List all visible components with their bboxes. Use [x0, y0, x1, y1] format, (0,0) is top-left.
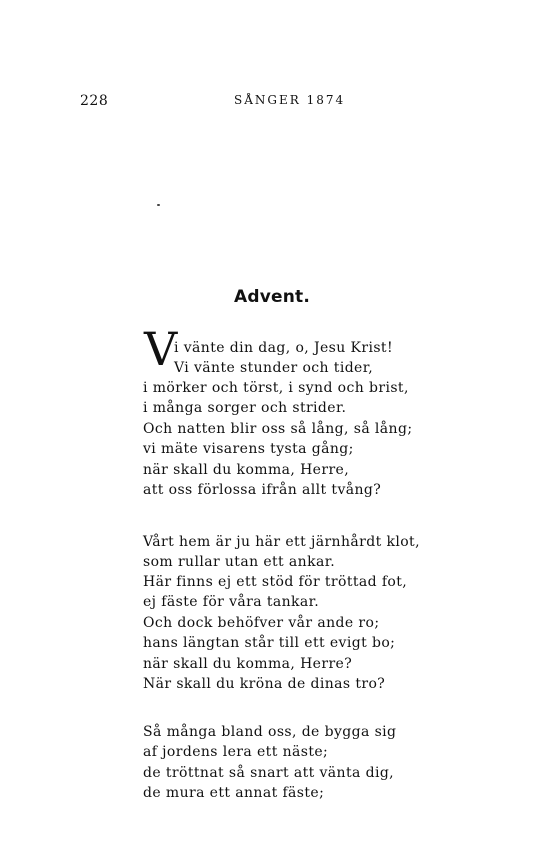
running-head: SÅNGER 1874 [234, 93, 346, 107]
poem-line: När skall du kröna de dinas tro? [143, 676, 386, 692]
poem-line: att oss förlossa ifrån allt tvång? [143, 482, 382, 498]
poem-line: hans längtan står till ett evigt bo; [143, 635, 396, 651]
print-speck [157, 204, 160, 206]
poem-line: Så många bland oss, de bygga sig [143, 724, 397, 740]
page-number: 228 [80, 93, 109, 109]
poem-line: när skall du komma, Herre, [143, 462, 350, 478]
poem-line: vi mäte visarens tysta gång; [143, 441, 354, 457]
poem-line: i många sorger och strider. [143, 400, 347, 416]
poem-line: Här finns ej ett stöd för tröttad fot, [143, 574, 408, 590]
poem-line: ej fäste för våra tankar. [143, 594, 320, 610]
drop-cap: V [144, 322, 178, 376]
poem-title: Advent. [233, 287, 311, 307]
poem-line: Vi vänte stunder och tider, [174, 360, 374, 376]
poem-line: i mörker och törst, i synd och brist, [143, 380, 409, 396]
poem-line: som rullar utan ett ankar. [143, 554, 336, 570]
poem-line: af jordens lera ett näste; [143, 744, 329, 760]
poem-line: de tröttnat så snart att vänta dig, [143, 765, 395, 781]
poem-line: i vänte din dag, o, Jesu Krist! [174, 340, 393, 356]
poem-line: Vårt hem är ju här ett järnhårdt klot, [143, 534, 420, 550]
poem-line: Och dock behöfver vår ande ro; [143, 615, 380, 631]
poem-line: när skall du komma, Herre? [143, 656, 353, 672]
poem-line: Och natten blir oss så lång, så lång; [143, 421, 413, 437]
poem-line: de mura ett annat fäste; [143, 785, 325, 801]
